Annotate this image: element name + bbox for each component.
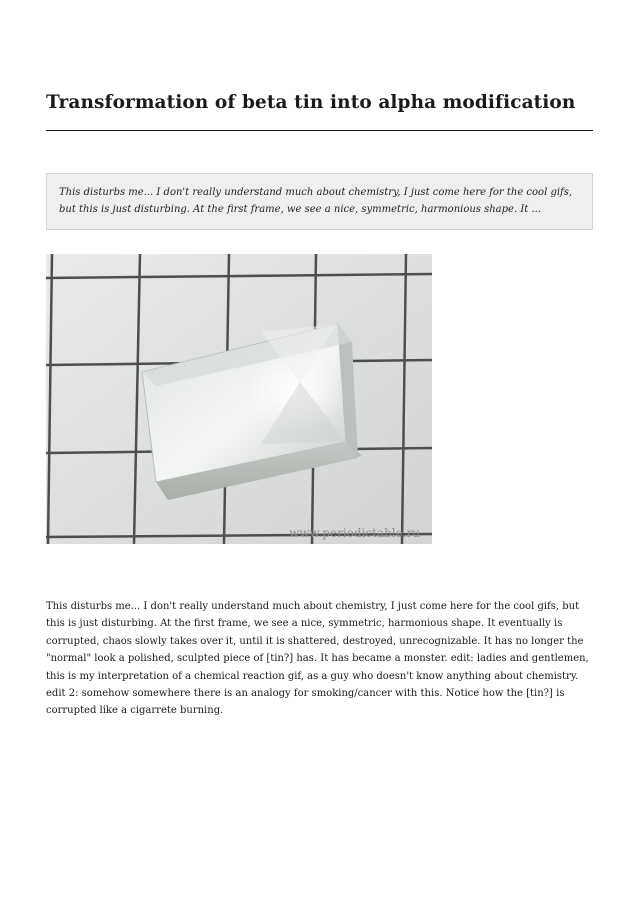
image-watermark: www.periodictable.ru bbox=[289, 526, 420, 540]
tin-sample-photo bbox=[46, 254, 432, 544]
title-divider bbox=[46, 130, 593, 131]
body-text: This disturbs me... I don't really understand much about chemistry, I just come here for the cool gifs, but this is just disturbing. At the first frame, we see a nice, symmetric, harmonious shape. It eventually is corrupted, chaos slowly takes over it, until it is shattered, destroyed, unrecognizable. It has no longer the "normal" look a polished, sculpted piece of [tin?] has. It has became a monster. edit: ladies and gentlemen, this is my interpretation of a chemical reaction gif, as a guy who doesn't know anything about chemistry. edit 2: somehow somewhere there is an analogy for smoking/cancer with this. Notice how the [tin?] is corrupted like a cigarrete burning. bbox=[46, 601, 589, 717]
page-title: Transformation of beta tin into alpha modification bbox=[46, 92, 576, 113]
excerpt-box: This disturbs me... I don't really understand much about chemistry, I just come here for the cool gifs, but this is just disturbing. At the first frame, we see a nice, symmetric, harmonious shape. It ... bbox=[46, 173, 593, 230]
